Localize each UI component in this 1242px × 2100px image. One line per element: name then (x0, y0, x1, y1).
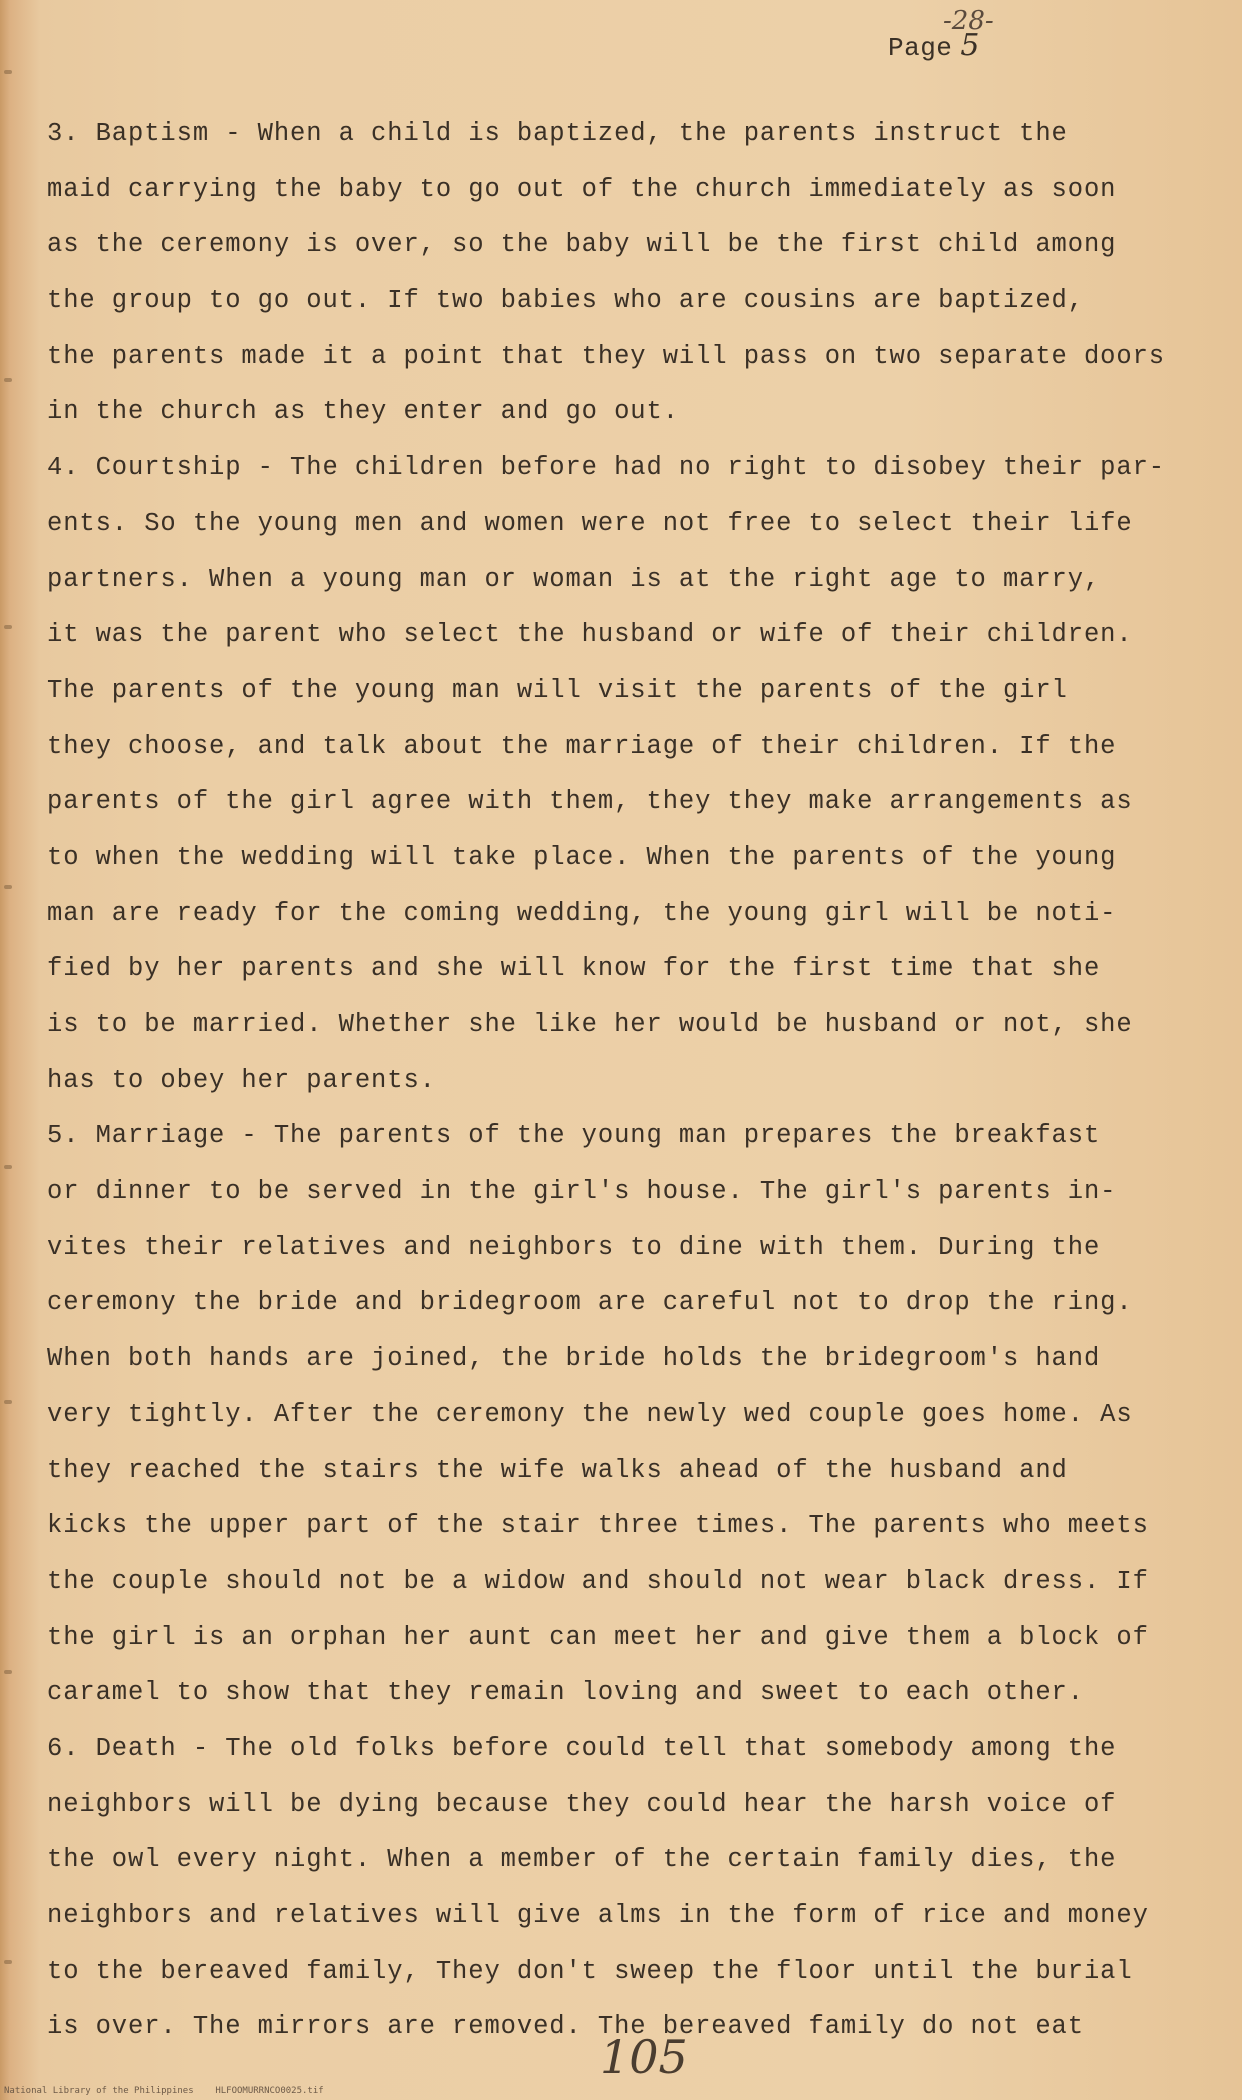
text-line: as the ceremony is over, so the baby will be the first child among (47, 230, 1117, 260)
text-line: the girl is an orphan her aunt can meet her and give them a block of (47, 1622, 1149, 1652)
typed-body-text (47, 106, 1207, 2055)
text-line: to the bereaved family, They don't sweep the floor until the burial (47, 1956, 1133, 1986)
text-line: in the church as they enter and go out. (47, 397, 679, 427)
text-line: vites their relatives and neighbors to dine with them. During the (47, 1232, 1101, 1262)
text-line: is over. The mirrors are removed. The bereaved family do not eat (47, 2012, 1084, 2042)
text-line: 3. Baptism - When a child is baptized, the parents instruct the (47, 119, 1068, 148)
text-line: neighbors will be dying because they could hear the harsh voice of (47, 1789, 1117, 1819)
text-line: neighbors and relatives will give alms in the form of rice and money (47, 1901, 1149, 1930)
archive-footer: National Library of the Philippines HLFOOMURRNCO0025.tif (4, 2086, 324, 2096)
text-line: they reached the stairs the wife walks ahead of the husband and (47, 1455, 1068, 1485)
text-line: parents of the girl agree with them, they they make arrangements as (47, 787, 1133, 817)
text-line: the owl every night. When a member of the certain family dies, the (47, 1845, 1117, 1875)
text-line: partners. When a young man or woman is at the right age to marry, (47, 564, 1101, 594)
handwritten-folio-number: 105 (600, 2030, 688, 2084)
text-line: fied by her parents and she will know for the first time that she (47, 954, 1101, 984)
text-line: The parents of the young man will visit the parents of the girl (47, 675, 1068, 705)
text-line: the couple should not be a widow and should not wear black dress. If (47, 1566, 1149, 1596)
page-label-number: 5 (960, 28, 981, 63)
text-line: it was the parent who select the husband or wife of their children. (47, 620, 1133, 650)
text-line: the parents made it a point that they will pass on two separate doors (47, 341, 1165, 371)
text-line: 5. Marriage - The parents of the young man prepares the breakfast (47, 1121, 1101, 1151)
text-line: the group to go out. If two babies who are cousins are baptized, (47, 286, 1084, 316)
text-line: or dinner to be served in the girl's house. The girl's parents in- (47, 1177, 1117, 1207)
text-line: man are ready for the coming wedding, the young girl will be noti- (47, 898, 1117, 928)
text-line: they choose, and talk about the marriage of their children. If the (47, 731, 1117, 761)
text-line: When both hands are joined, the bride holds the bridegroom's hand (47, 1344, 1101, 1374)
text-line: maid carrying the baby to go out of the church immediately as soon (47, 174, 1117, 204)
text-line: ents. So the young men and women were not free to select their life (47, 508, 1133, 538)
page-label-text: Page (888, 33, 953, 63)
text-line: 4. Courtship - The children before had no right to disobey their par- (47, 453, 1165, 483)
text-line: caramel to show that they remain loving and sweet to each other. (47, 1678, 1084, 1708)
text-line: ceremony the bride and bridegroom are careful not to drop the ring. (47, 1288, 1133, 1318)
text-line: is to be married. Whether she like her would be husband or not, she (47, 1010, 1133, 1039)
text-line: to when the wedding will take place. When the parents of the young (47, 842, 1117, 872)
page-label (888, 28, 980, 63)
text-line: very tightly. After the ceremony the newly wed couple goes home. As (47, 1399, 1133, 1429)
text-line: 6. Death - The old folks before could tell that somebody among the (47, 1733, 1117, 1763)
text-line: kicks the upper part of the stair three times. The parents who meets (47, 1511, 1149, 1541)
handwritten-page-number: -28- (943, 6, 994, 36)
text-line: has to obey her parents. (47, 1065, 436, 1095)
